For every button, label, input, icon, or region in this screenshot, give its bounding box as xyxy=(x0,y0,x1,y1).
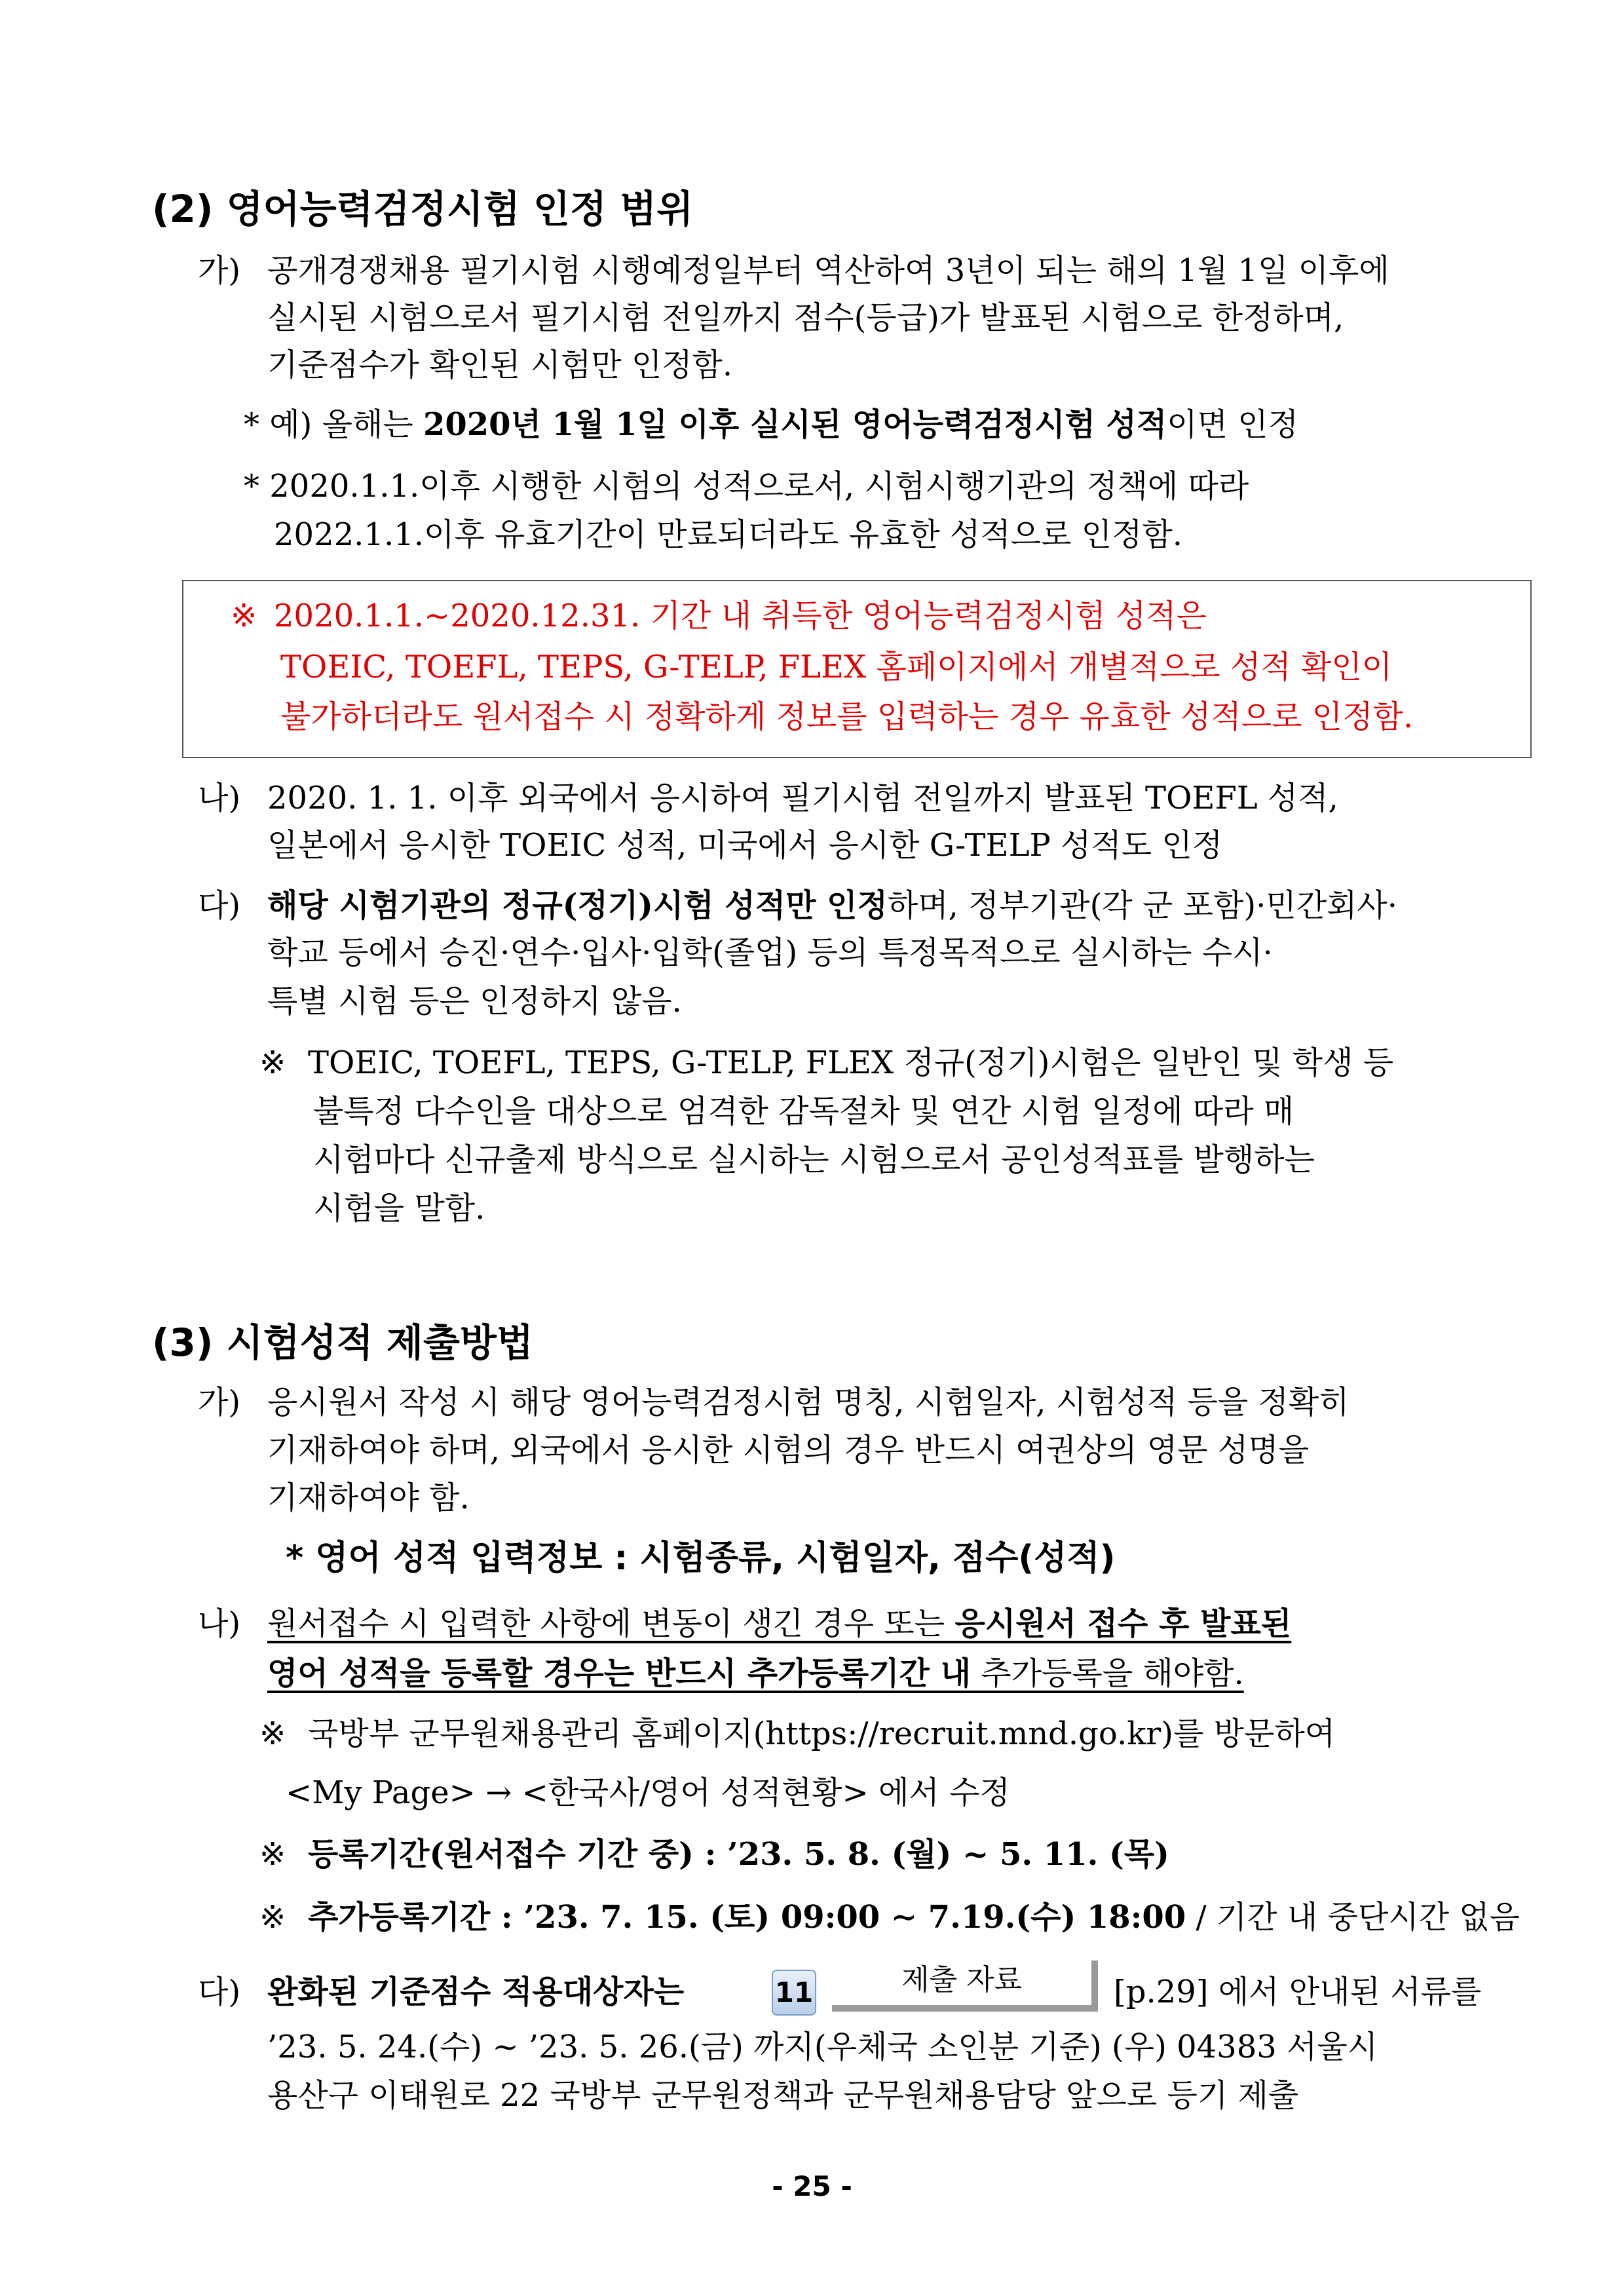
note-mark: ※ xyxy=(259,1044,286,1081)
note-mark: ※ xyxy=(259,1715,286,1752)
item-mark-da: 다) xyxy=(198,887,241,924)
section-heading-2: (2) 영어능력검정시험 인정 범위 xyxy=(152,187,694,231)
item-mark-na: 나) xyxy=(198,1605,241,1642)
paragraph-line: 해당 시험기관의 정규(정기)시험 성적만 인정하며, 정부기관(각 군 포함)·민간회사· xyxy=(267,887,1398,924)
item-mark-ga: 가) xyxy=(198,1384,241,1421)
notice-line: TOEIC, TOEFL, TEPS, G-TELP, FLEX 홈페이지에서 개별적으로 성적 확인이 xyxy=(280,649,1393,685)
section-tab-label: 제출 자료 xyxy=(832,1961,1098,2012)
validity-note-line: * 2020.1.1.이후 시행한 시험의 성적으로서, 시험시행기관의 정책에 따라 xyxy=(244,468,1249,505)
item-mark-na: 나) xyxy=(198,780,241,816)
note-line: 시험을 말함. xyxy=(313,1190,485,1227)
additional-registration-period: 추가등록기간 : ’23. 7. 15. (토) 09:00 ∼ 7.19.(수) 18:00 / 기간 내 중단시간 없음 xyxy=(308,1899,1520,1936)
note-mark: ※ xyxy=(259,1899,286,1936)
paragraph-line: 완화된 기준점수 적용대상자는 xyxy=(267,1974,685,2010)
paragraph-line: 특별 시험 등은 인정하지 않음. xyxy=(267,983,682,1020)
paragraph-line: 학교 등에서 승진·연수·입사·입학(졸업) 등의 특정목적으로 실시하는 수시· xyxy=(267,934,1273,971)
paragraph-line: 기준점수가 확인된 시험만 인정함. xyxy=(267,347,733,383)
paragraph-line: 공개경쟁채용 필기시험 시행예정일부터 역산하여 3년이 되는 해의 1월 1일 이후에 xyxy=(267,252,1389,289)
registration-period: 등록기간(원서접수 기간 중) : ’23. 5. 8. (월) ~ 5. 11. (목) xyxy=(308,1836,1169,1873)
paragraph-line: 2020. 1. 1. 이후 외국에서 응시하여 필기시험 전일까지 발표된 TOEFL 성적, xyxy=(267,780,1338,816)
paragraph-line: 응시원서 작성 시 해당 영어능력검정시험 명칭, 시험일자, 시험성적 등을 정확히 xyxy=(267,1384,1350,1421)
notice-mark: ※ xyxy=(231,598,257,634)
item-mark-ga: 가) xyxy=(198,252,241,289)
paragraph-line: 원서접수 시 입력한 사항에 변동이 생긴 경우 또는 응시원서 접수 후 발표된 xyxy=(267,1605,1292,1642)
paragraph-line: [p.29] 에서 안내된 서류를 xyxy=(1114,1974,1482,2010)
input-info-note: * 영어 성적 입력정보 : 시험종류, 시험일자, 점수(성적) xyxy=(286,1539,1116,1578)
homepage-note: 국방부 군무원채용관리 홈페이지(https://recruit.mnd.go.kr)를 방문하여 xyxy=(308,1715,1336,1752)
note-line: TOEIC, TOEFL, TEPS, G-TELP, FLEX 정규(정기)시험은 일반인 및 학생 등 xyxy=(308,1044,1394,1081)
section-heading-3: (3) 시험성적 제출방법 xyxy=(152,1320,533,1365)
paragraph-line: 실시된 시험으로서 필기시험 전일까지 점수(등급)가 발표된 시험으로 한정하며, xyxy=(267,299,1344,336)
note-line: 시험마다 신규출제 방식으로 실시하는 시험으로서 공인성적표를 발행하는 xyxy=(313,1141,1315,1178)
example-note: * 예) 올해는 2020년 1월 1일 이후 실시된 영어능력검정시험 성적이면 인정 xyxy=(244,406,1299,443)
paragraph-line: 용산구 이태원로 22 국방부 군무원정책과 군무원채용담당 앞으로 등기 제출 xyxy=(267,2077,1299,2114)
paragraph-line: 영어 성적을 등록할 경우는 반드시 추가등록기간 내 추가등록을 해야함. xyxy=(267,1655,1244,1692)
paragraph-line: 일본에서 응시한 TOEIC 성적, 미국에서 응시한 G-TELP 성적도 인정 xyxy=(267,827,1223,864)
homepage-path: <My Page> → <한국사/영어 성적현황> 에서 수정 xyxy=(286,1774,1010,1811)
paragraph-line: ’23. 5. 24.(수) ~ ’23. 5. 26.(금) 까지(우체국 소인분 기준) (우) 04383 서울시 xyxy=(267,2029,1378,2065)
page-number: - 25 - xyxy=(772,2170,852,2202)
item-mark-da: 다) xyxy=(198,1974,241,2010)
note-line: 불특정 다수인을 대상으로 엄격한 감독절차 및 연간 시험 일정에 따라 매 xyxy=(313,1093,1294,1130)
note-mark: ※ xyxy=(259,1836,286,1873)
notice-line: 2020.1.1.∼2020.12.31. 기간 내 취득한 영어능력검정시험 성적은 xyxy=(274,598,1207,634)
notice-line: 불가하더라도 원서접수 시 정확하게 정보를 입력하는 경우 유효한 성적으로 인정함. xyxy=(280,698,1414,735)
paragraph-line: 기재하여야 함. xyxy=(267,1480,470,1516)
validity-note-line: 2022.1.1.이후 유효기간이 만료되더라도 유효한 성적으로 인정함. xyxy=(274,516,1183,553)
section-badge: 11 xyxy=(772,1970,816,2016)
paragraph-line: 기재하여야 하며, 외국에서 응시한 시험의 경우 반드시 여권상의 영문 성명을 xyxy=(267,1432,1309,1468)
